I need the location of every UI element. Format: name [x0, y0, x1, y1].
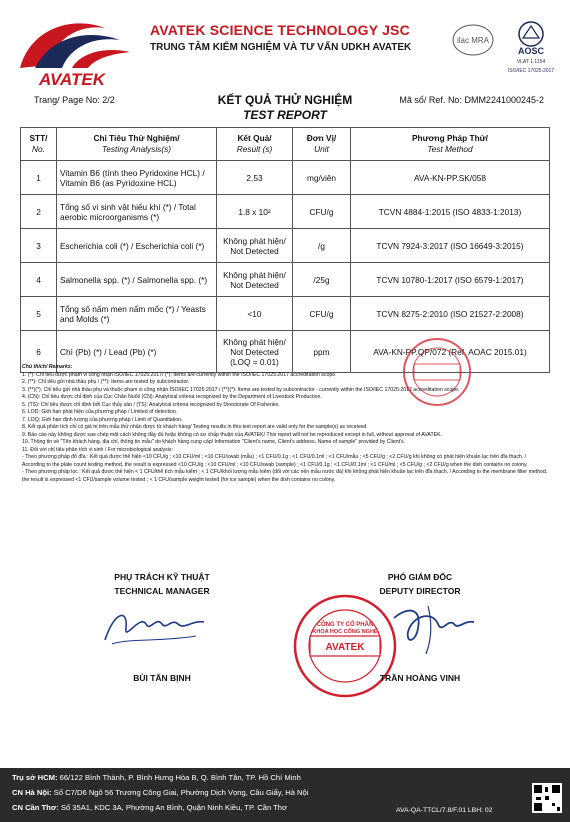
svg-text:VLAT 1.1154: VLAT 1.1154 [516, 59, 546, 65]
cell-no: 2 [21, 195, 57, 229]
cell-method: TCVN 4884-1:2015 (ISO 4833-1:2013) [351, 195, 550, 229]
cell-result: 1.8 x 10² [217, 195, 293, 229]
svg-text:KHOA HỌC CÔNG NGHỆ: KHOA HỌC CÔNG NGHỆ [312, 629, 378, 635]
remark-line: 4. (CN): Chỉ tiêu được chỉ định của Cục Chăn Nuôi/ (CN): Analytical criteria recognized by the Department of Livestock Production. [22, 394, 322, 401]
cell-unit: ppm [293, 331, 351, 373]
cell-method: TCVN 7924-3:2017 (ISO 16649-3:2015) [351, 229, 550, 263]
cell-result: <10 [217, 297, 293, 331]
aosc-badge-icon [500, 18, 562, 76]
report-title-en: TEST REPORT [243, 108, 327, 122]
cell-param: Salmonella spp. (*) / Salmonella spp. (*) [57, 263, 217, 297]
cell-param: Tổng số nấm men nấm mốc (*) / Yeasts and Molds (*) [57, 297, 217, 331]
report-title-vi: KẾT QUẢ THỬ NGHIỆM [217, 93, 353, 107]
svg-text:CÔNG TY CỔ PHẦN: CÔNG TY CỔ PHẦN [316, 622, 374, 628]
company-subtitle: TRUNG TÂM KIỂM NGHIỆM VÀ TƯ VẤN UDKH AVATEK [150, 42, 412, 53]
cell-unit: mg/viên [293, 161, 351, 195]
remark-line: 5. (TS): Chỉ tiêu được chỉ định bởi Cục thủy sản / (TS): Analytical criteria recognized by Directorate Of Fisheries. [22, 401, 280, 408]
footer-cantho-address: CN Cần Thơ: Số 35A1, KDC 3A, Phường An Bình, Quận Ninh Kiều, TP. Cần Thơ [12, 803, 287, 812]
cell-param: Tổng số vi sinh vật hiếu khí (*) / Total aerobic microorganisms (*) [57, 195, 217, 229]
cell-result: 2.53 [217, 161, 293, 195]
table-row [21, 229, 550, 263]
technical-manager-name: BÙI TẤN BỊNH [133, 673, 191, 683]
deputy-director-title: PHÓ GIÁM ĐỐC DEPUTY DIRECTOR [379, 572, 461, 596]
technical-manager-title: PHỤ TRÁCH KỸ THUẬT TECHNICAL MANAGER [114, 572, 210, 596]
cell-result: Không phát hiện/ Not Detected (LOQ = 0.01) [217, 331, 293, 373]
reference-number: Mã số/ Ref. No: DMM2241000245-2 [399, 95, 544, 105]
cell-no: 3 [21, 229, 57, 263]
remark-line: 2. (**): Chỉ tiêu gửi nhà thầu phụ / (**): Items are tested by subcontractor. [22, 379, 190, 386]
table-row [21, 263, 550, 297]
remark-line: 11. Đối với chỉ tiêu phân tích vi sinh / For microbiological analysis: [22, 446, 173, 453]
cell-no: 6 [21, 331, 57, 373]
header-method: Phương Pháp Thử/ Test Method [351, 128, 550, 161]
remark-line: 7. LOQ: Giới hạn định lượng của phương pháp / Limit of Quantitation. [22, 416, 183, 423]
footer-hanoi-address: CN Hà Nội: Số C7/D6 Ngõ 56 Trương Công Giai, Phường Dịch Vọng, Cầu Giấy, Hà Nội [12, 788, 309, 797]
deputy-director-signature [388, 598, 478, 658]
cell-unit: CFU/g [293, 195, 351, 229]
footer-hcm-address: Trụ sở HCM: 66/122 Bình Thành, P. Bình Hưng Hòa B, Q. Bình Tân, TP. Hồ Chí Minh [12, 773, 301, 782]
header-stt: STT/ No. [21, 128, 57, 161]
qr-code-icon [532, 783, 562, 813]
cell-param: Vitamin B6 (tính theo Pyridoxine HCL) / Vitamin B6 (as Pyridoxine HCL) [57, 161, 217, 195]
page-number: Trang/ Page No: 2/2 [34, 95, 115, 105]
remark-line: - Theo phương pháp đổ đĩa : Kết quả được thể hiện <10 CFU/g ; <10 CFU/ml ; <10 CFU/swab (mẫu) ; <1 CFU/0.1g ; <1 CFU/0.1ml ; <1 CFU/mẫu ; <5 CFU/g ; <2 CFU/g khi không có phát hiện khuẩn lạc trên đĩa thạch. / According to the plate count testing method, the result is expressed <10 CFU/g ; <10 CFU/ml ; <10 CFU/swab (sample) ; <1 CFU/0.1g ; <1 CFU/0.1ml ; <1 CFU/ml ; <5 CFU/g ; <2 CFU/g when the dish contains no colony. [22, 454, 528, 468]
table-row [21, 161, 550, 195]
cell-no: 5 [21, 297, 57, 331]
remark-line: 8. Kết quả phân tích chỉ có giá trị trên mẫu thử nhận được từ khách hàng/ Testing results in this test report are valid only for the sample(s) as received. [22, 424, 368, 431]
table-row [21, 195, 550, 229]
cell-unit: /25g [293, 263, 351, 297]
remark-line: 10. Thông tin về "Tên khách hàng, địa chỉ, thông tin mẫu" do khách hàng cung cấp/ Information "Client's name, Client's address, Name of sample" provided by Client's. [22, 439, 406, 446]
footer-bar [0, 768, 570, 822]
logo-wordmark: AVATEK [38, 70, 106, 89]
header-result: Kết Quả/ Result (s) [217, 128, 293, 161]
remarks-heading: Chú thích/ Remarks: [22, 364, 73, 370]
technical-manager-signature [100, 602, 210, 650]
cell-param: Escherichia coli (*) / Escherichia coli (*) [57, 229, 217, 263]
cell-no: 4 [21, 263, 57, 297]
remark-line: 1. (*): Chỉ tiêu được phạm vi công nhận ISO/IEC 17025:2017/ (*): Items are currently within the ISO/IEC 17025:2017 accreditation scope. [22, 371, 337, 378]
company-name: AVATEK SCIENCE TECHNOLOGY JSC [150, 22, 410, 38]
table-header-row [21, 128, 550, 161]
svg-text:ISO/IEC 17025:2017: ISO/IEC 17025:2017 [507, 68, 555, 74]
cell-unit: CFU/g [293, 297, 351, 331]
svg-text:ilac MRA: ilac MRA [456, 36, 490, 45]
header-param: Chỉ Tiêu Thử Nghiệm/ Testing Analysis(s) [57, 128, 217, 161]
cell-unit: /g [293, 229, 351, 263]
cell-method: AVA-KN-PP.QP/072 (Ref. AOAC 2015.01) [351, 331, 550, 373]
header-unit: Đơn Vị/ Unit [293, 128, 351, 161]
cell-result: Không phát hiện/ Not Detected [217, 229, 293, 263]
document-code: AVA-QA-TTCL/7.8/F.01 LBH: 02 [396, 807, 493, 814]
cell-result: Không phát hiện/ Not Detected [217, 263, 293, 297]
svg-text:AVATEK: AVATEK [325, 642, 365, 653]
cell-method: TCVN 8275-2:2010 (ISO 21527-2:2008) [351, 297, 550, 331]
remark-line: 6. LOD: Giới hạn phát hiện của phương pháp / Limited of detection. [22, 409, 178, 416]
cell-param: Chì (Pb) (*) / Lead (Pb) (*) [57, 331, 217, 373]
company-seal [286, 592, 404, 700]
ilac-mra-icon [451, 22, 495, 58]
remark-line: 9. Báo cáo này không được sao chép một cách không đầy đủ hoặc không có sự chấp thuận của AVATEK/ This report will not be reproduced except in full, without approval of AVATEK. [22, 431, 443, 438]
remark-line: - Theo phương pháp lọc : Kết quả được thể hiện < 1 CFU/thể tích mẫu kiểm ; < 1 CFU/khối lượng mẫu kiểm (đối với các nền mẫu nước đá) khi không phát hiện khuẩn lạc trên đĩa thạch. / According to the membrane filter method, the result is expressed <1 CFU/sample volume tested ; < 1 CFU/sample weight tested (for ice sample) when the dish contains no colony. [22, 469, 548, 483]
deputy-director-name: TRẦN HOÀNG VINH [379, 673, 461, 683]
cell-method: AVA-KN-PP.SK/058 [351, 161, 550, 195]
remark-line: 3. (**)(*): Chỉ tiêu gửi nhà thầu phụ và thuộc phạm vi công nhận ISO/IEC 17025:2017 / (**)(*): Items are tested by subcontractor - currently within the ISO/IEC 17025:2017 accreditation scope. [22, 386, 460, 393]
cell-method: TCVN 10780-1:2017 (ISO 6579-1:2017) [351, 263, 550, 297]
cell-no: 1 [21, 161, 57, 195]
avatek-logo [10, 10, 140, 90]
svg-text:AOSC: AOSC [517, 46, 545, 56]
remarks-section [22, 364, 548, 485]
